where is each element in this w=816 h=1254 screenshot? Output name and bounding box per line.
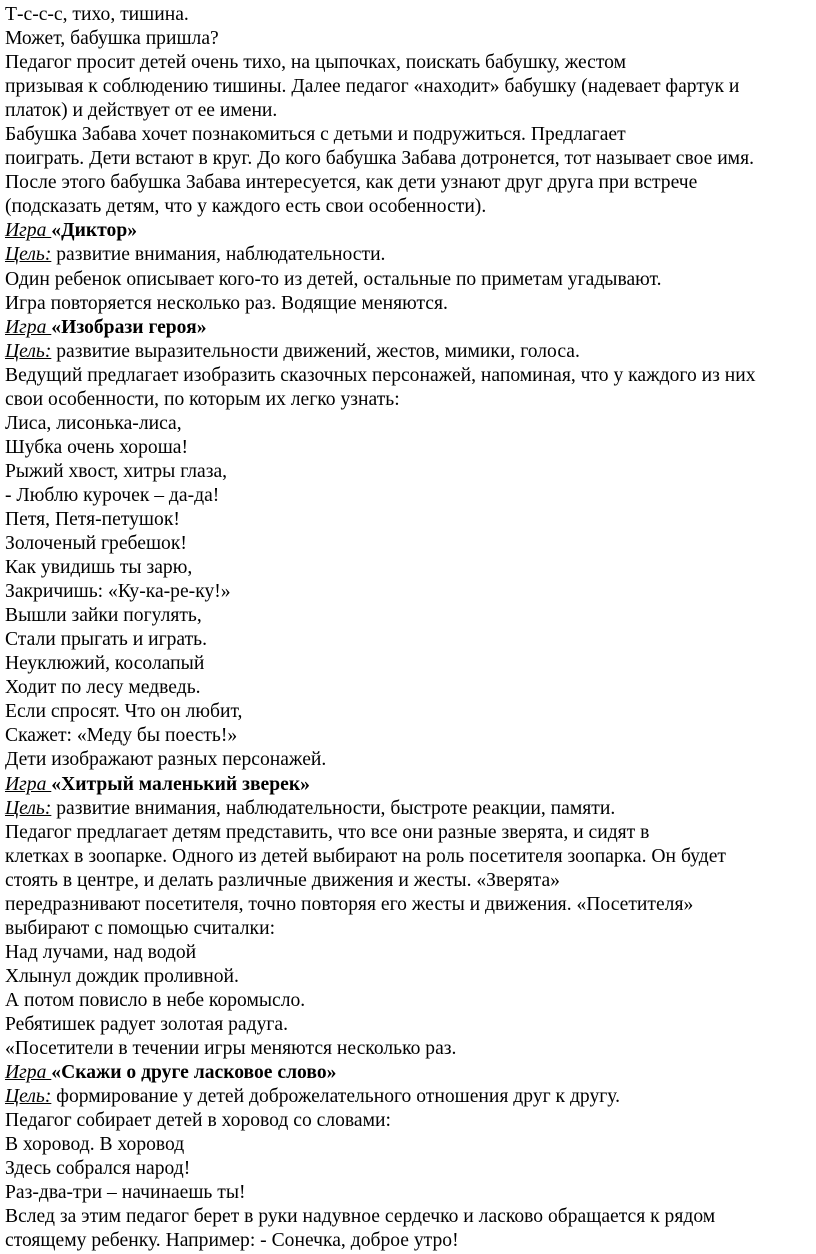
text-run: Один ребенок описывает кого-то из детей, остальные по приметам угадывают.	[5, 268, 662, 290]
text-run: Игра повторяется несколько раз. Водящие меняются.	[5, 292, 448, 314]
text-run: Над лучами, над водой	[5, 941, 197, 963]
text-line	[5, 845, 814, 869]
text-run: Рыжий хвост, хитры глаза,	[5, 460, 228, 482]
text-run: формирование у детей доброжелательного отношения друг к другу.	[51, 1086, 621, 1108]
text-run: После этого бабушка Забава интересуется, как дети узнают друг друга при встрече	[5, 172, 698, 194]
text-line	[5, 292, 814, 316]
text-run: поиграть. Дети встают в круг. До кого бабушка Забава дотронется, тот называет свое имя.	[5, 148, 754, 170]
text-line	[5, 652, 814, 676]
text-run: Раз-два-три – начинаешь ты!	[5, 1182, 246, 1204]
text-run: развитие внимания, наблюдательности, быстроте реакции, памяти.	[51, 797, 616, 819]
text-line	[5, 1085, 814, 1109]
text-line	[5, 724, 814, 748]
text-run: Золоченый гребешок!	[5, 533, 187, 555]
text-line	[5, 556, 814, 580]
text-run: свои особенности, по которым их легко узнать:	[5, 388, 400, 410]
section-label: Цель:	[5, 244, 52, 266]
text-run: развитие выразительности движений, жестов, мимики, голоса.	[51, 340, 580, 362]
text-run: стоять в центре, и делать различные движения и жесты. «Зверята»	[5, 869, 560, 891]
text-run: Если спросят. Что он любит,	[5, 701, 243, 723]
text-run: Лиса, лисонька-лиса,	[5, 412, 182, 434]
text-line	[5, 268, 814, 292]
section-label: Цель:	[5, 797, 52, 819]
game-title: «Диктор»	[51, 220, 138, 242]
text-line	[5, 1133, 814, 1157]
text-run: Петя, Петя-петушок!	[5, 508, 180, 530]
section-label: Игра	[5, 773, 52, 795]
text-run: выбирают с помощью считалки:	[5, 917, 276, 939]
text-line	[5, 412, 814, 436]
text-run: развитие внимания, наблюдательности.	[51, 244, 386, 266]
text-line	[5, 243, 814, 267]
text-run: Хлынул дождик проливной.	[5, 965, 239, 987]
text-line	[5, 1037, 814, 1061]
text-run: Педагог предлагает детям представить, что все они разные зверята, и сидят в	[5, 821, 650, 843]
text-line	[5, 821, 814, 845]
text-line	[5, 1109, 814, 1133]
text-line	[5, 965, 814, 989]
text-line	[5, 340, 814, 364]
text-run: Как увидишь ты зарю,	[5, 557, 193, 579]
text-line	[5, 316, 814, 340]
text-run: «Посетители в течении игры меняются несколько раз.	[5, 1038, 457, 1060]
text-run: Педагог собирает детей в хоровод со словами:	[5, 1110, 391, 1132]
text-line	[5, 3, 814, 27]
text-line	[5, 388, 814, 412]
text-run: Скажет: «Меду бы поесть!»	[5, 725, 238, 747]
text-run: Педагог просит детей очень тихо, на цыпочках, поискать бабушку, жестом	[5, 52, 626, 74]
text-run: Ведущий предлагает изобразить сказочных персонажей, напоминая, что у каждого из них	[5, 364, 756, 386]
text-line	[5, 219, 814, 243]
section-label: Игра	[5, 316, 52, 338]
text-run: Ходит по лесу медведь.	[5, 677, 201, 699]
text-run: Здесь собрался народ!	[5, 1158, 191, 1180]
text-line	[5, 604, 814, 628]
text-line	[5, 195, 814, 219]
text-run: Шубка очень хороша!	[5, 436, 189, 458]
text-line	[5, 869, 814, 893]
text-line	[5, 364, 814, 388]
text-run: Вышли зайки погулять,	[5, 605, 202, 627]
text-line	[5, 75, 814, 99]
text-run: клетках в зоопарке. Одного из детей выбирают на роль посетителя зоопарка. Он будет	[5, 845, 726, 867]
text-run: Неуклюжий, косолапый	[5, 653, 205, 675]
text-line	[5, 27, 814, 51]
text-run: В хоровод. В хоровод	[5, 1134, 185, 1156]
text-run: Т-с-с-с, тихо, тишина.	[5, 4, 189, 25]
text-line	[5, 1013, 814, 1037]
text-line	[5, 797, 814, 821]
text-run: призывая к соблюдению тишины. Далее педагог «находит» бабушку (надевает фартук и	[5, 76, 740, 98]
text-line	[5, 99, 814, 123]
text-line	[5, 532, 814, 556]
text-run: Закричишь: «Ку-ка-ре-ку!»	[5, 581, 231, 603]
text-line	[5, 508, 814, 532]
text-line	[5, 893, 814, 917]
text-run: Дети изображают разных персонажей.	[5, 749, 327, 771]
text-run: (подсказать детям, что у каждого есть свои особенности).	[5, 196, 487, 218]
section-label: Цель:	[5, 1086, 52, 1108]
text-line	[5, 748, 814, 772]
text-line	[5, 1205, 814, 1229]
text-line	[5, 628, 814, 652]
text-line	[5, 171, 814, 195]
text-line	[5, 123, 814, 147]
text-line	[5, 460, 814, 484]
text-line	[5, 1061, 814, 1085]
text-run: Стали прыгать и играть.	[5, 629, 208, 651]
text-line	[5, 941, 814, 965]
section-label: Игра	[5, 220, 52, 242]
text-line	[5, 580, 814, 604]
text-run: Бабушка Забава хочет познакомиться с детьми и подружиться. Предлагает	[5, 124, 626, 146]
text-line	[5, 1157, 814, 1181]
text-run: А потом повисло в небе коромысло.	[5, 989, 306, 1011]
game-title: «Скажи о друге ласковое слово»	[51, 1062, 337, 1084]
text-run: платок) и действует от ее имени.	[5, 100, 278, 122]
text-run: Вслед за этим педагог берет в руки надувное сердечко и ласково обращается к рядом	[5, 1206, 716, 1228]
section-label: Игра	[5, 1062, 52, 1084]
text-line	[5, 436, 814, 460]
game-title: «Изобрази героя»	[51, 316, 207, 338]
text-line	[5, 51, 814, 75]
text-line	[5, 1181, 814, 1205]
text-run: Ребятишек радует золотая радуга.	[5, 1013, 289, 1035]
text-line	[5, 484, 814, 508]
text-run: Может, бабушка пришла?	[5, 28, 219, 50]
text-line	[5, 1229, 814, 1253]
text-line	[5, 676, 814, 700]
text-line	[5, 700, 814, 724]
text-line	[5, 773, 814, 797]
text-line	[5, 917, 814, 941]
text-line	[5, 147, 814, 171]
text-run: передразнивают посетителя, точно повторяя его жесты и движения. «Посетителя»	[5, 893, 694, 915]
section-label: Цель:	[5, 340, 52, 362]
text-run: - Люблю курочек – да-да!	[5, 484, 220, 506]
text-run: стоящему ребенку. Например: - Сонечка, доброе утро!	[5, 1230, 459, 1252]
game-title: «Хитрый маленький зверек»	[51, 773, 310, 795]
text-line	[5, 989, 814, 1013]
